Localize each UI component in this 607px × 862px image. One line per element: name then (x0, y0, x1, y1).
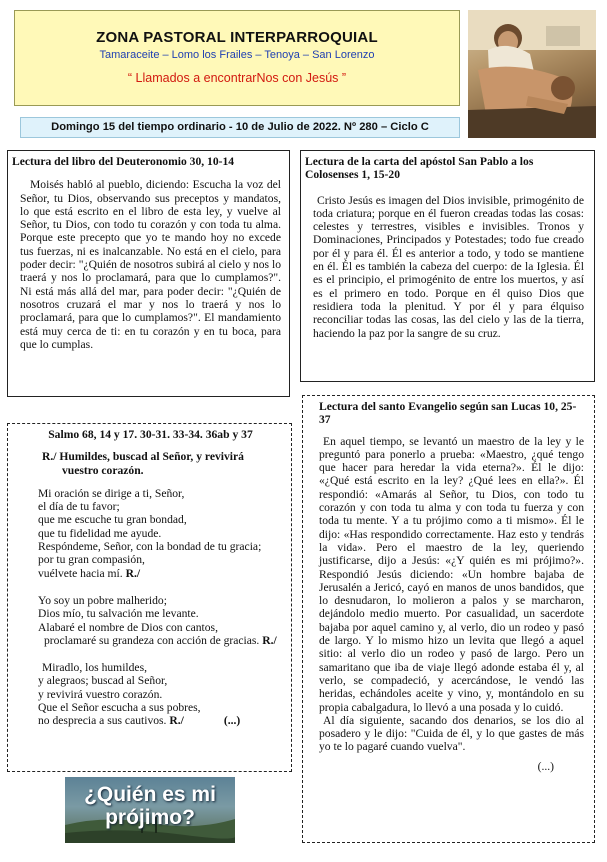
promo-text (65, 777, 235, 829)
psalm-line-text: no desprecia a sus cautivos. (38, 714, 167, 728)
motto: “ Llamados a encontrarNos con Jesús ” (127, 71, 347, 85)
promo-text-line-2: prójimo? (105, 806, 195, 829)
psalm-line (38, 634, 285, 647)
psalm-line (38, 567, 285, 580)
second-reading-title: Lectura de la carta del apóstol San Pablo a los Colosenses 1, 15-20 (305, 155, 534, 182)
psalm-line-text: proclamaré su grandeza con acción de gracias. (44, 633, 260, 647)
psalm-r-marker: R./ (125, 566, 141, 580)
who-is-my-neighbour-image (65, 777, 235, 843)
psalm-line: Dios mío, tu salvación me levante. (38, 607, 199, 621)
psalm-line (38, 714, 285, 727)
psalm-box (7, 423, 292, 772)
gospel-title: Lectura del santo Evangelio según san Lucas 10, 25-37 (319, 400, 577, 427)
psalm-line: Respóndeme, Señor, con la bondad de tu gracia; (38, 540, 262, 554)
header-banner (14, 10, 460, 106)
psalm-continued: (...) (223, 714, 241, 728)
gospel-text-2: Al día siguiente, sacando dos denarios, se los dio al posadero y le dijo: "Cuida de él, y lo que gastes de más yo te lo pagaré cuando vuelva". (319, 713, 584, 754)
psalm-line: y revivirá vuestro corazón. (38, 687, 163, 701)
psalm-line: Alabaré el nombre de Dios con cantos, (38, 620, 218, 634)
first-reading-text: Moisés habló al pueblo, diciendo: Escucha la voz del Señor, tu Dios, observando sus preceptos y mandatos, lo que está escrito en el libro de esta ley, y vuelve al Señor, tu Dios, con todo tu corazón y con toda tu alma. Porque este precepto que yo te mando hoy no excede tus fuerzas, ni es inalcanzable. No está en el cielo, para poder decir: "¿Quién de nosotros subirá al cielo y nos lo traerá y nos lo proclamará, para que lo cumplamos?". Ni está más allá del mar, para poder decir: "¿Quién de nosotros cruzará el mar y nos lo traerá y nos lo proclamará, para que lo cumplamos?". El mandamiento está muy cerca de ti: en tu corazón y en tu boca, para que lo cumplas. (20, 178, 281, 351)
psalm-line: Yo soy un pobre malherido; (38, 593, 167, 607)
gospel-continued: (...) (537, 759, 554, 773)
gospel-box (302, 395, 595, 843)
psalm-stanza-3 (16, 661, 285, 727)
psalm-line: Mi oración se dirige a ti, Señor, (38, 486, 185, 500)
psalm-line: Miradlo, los humildes, (42, 661, 147, 675)
good-samaritan-image (468, 10, 596, 138)
psalm-response-line-2: vuestro corazón. (62, 463, 144, 477)
psalm-line: por tu gran compasión, (38, 553, 145, 567)
second-reading-text: Cristo Jesús es imagen del Dios invisible, primogénito de toda criatura; porque en él fueron creadas todas las cosas: celestes y terrestres, visibles e invisibles. Tronos y Dominaciones, Principados y Potestades; todo fue creado por él y para él. Él es anterior a todo, y todo se mantiene en él. Él es también la cabeza del cuerpo: de la Iglesia. Él es el principio, el primogénito de entre los muertos, y así es el primero en todo. Porque en él quiso Dios que residiera toda la plenitud. Y por él y para élquiso reconciliar todas las cosas, las del cielo y las de la tierra, haciendo la paz por la sangre de su cruz. (313, 193, 584, 340)
psalm-response (16, 450, 285, 477)
promo-text-line-1: ¿Quién es mi (84, 783, 216, 806)
gospel-text: En aquel tiempo, se levantó un maestro de la ley y le preguntó para ponerlo a prueba: «Maestro, ¿qué tengo que hacer para heredar la vida eterna?». Él le dijo: «¿Qué está escrito en la ley? ¿Qué lees en ella?». Él respondió: «Amarás al Señor, tu Dios, con todo tu corazón y con toda tu alma y con toda tu fuerza y con toda tu mente. Y a tu prójimo como a ti mismo». Él le dijo: «Has respondido correctamente. Haz esto y tendrás la vida». Pero el maestro de la ley, queriendo justificarse, dijo a Jesús: «¿Y quién es mi prójimo?». Respondió Jesús diciendo: «Un hombre bajaba de Jerusalén a Jericó, cayó en manos de unos bandidos, que lo desnudaron, lo molieron a palos y se marcharon, dejándolo medio muerto. Por casualidad, un sacerdote bajaba por aquel camino y, al verlo, dio un rodeo y pasó de largo. Y lo mismo hizo un levita que llegó a aquel sitio: al verlo dio un rodeo y pasó de largo. Pero un samaritano que iba de viaje llegó adonde estaba él y, al verlo, se compadeció, y acercándose, le vendó las heridas, echándoles aceite y vino, y, montándolo en su propia cabalgadura, lo llevó a una posada y lo cuidó. (319, 434, 584, 714)
psalm-line: el día de tu favor; (38, 500, 120, 514)
psalm-line: que tu fidelidad me ayude. (38, 526, 162, 540)
psalm-line: y alegraos; buscad al Señor, (38, 674, 168, 688)
psalm-r-marker: R./ (262, 633, 277, 647)
psalm-title: Salmo 68, 14 y 17. 30-31. 33-34. 36ab y 37 (48, 428, 253, 441)
second-reading-box (300, 150, 595, 382)
date-bar: Domingo 15 del tiempo ordinario - 10 de Julio de 2022. Nº 280 – Ciclo C (20, 117, 460, 138)
psalm-r-marker: R./ (169, 714, 184, 728)
zone-title: ZONA PASTORAL INTERPARROQUIAL (96, 29, 378, 46)
psalm-line-text: vuélvete hacia mí. (38, 566, 123, 580)
parishes-list: Tamaraceite – Lomo los Frailes – Tenoya – San Lorenzo (99, 49, 375, 61)
first-reading-box (7, 150, 290, 397)
psalm-response-line-1: R./ Humildes, buscad al Señor, y revivirá (42, 450, 244, 464)
psalm-stanza-2 (16, 594, 285, 647)
psalm-line: Que el Señor escucha a sus pobres, (38, 701, 201, 715)
psalm-line: que me escuche tu gran bondad, (38, 513, 187, 527)
first-reading-title: Lectura del libro del Deuteronomio 30, 10-14 (12, 155, 235, 168)
psalm-stanza-1 (16, 487, 285, 580)
good-samaritan-illustration (468, 10, 596, 138)
